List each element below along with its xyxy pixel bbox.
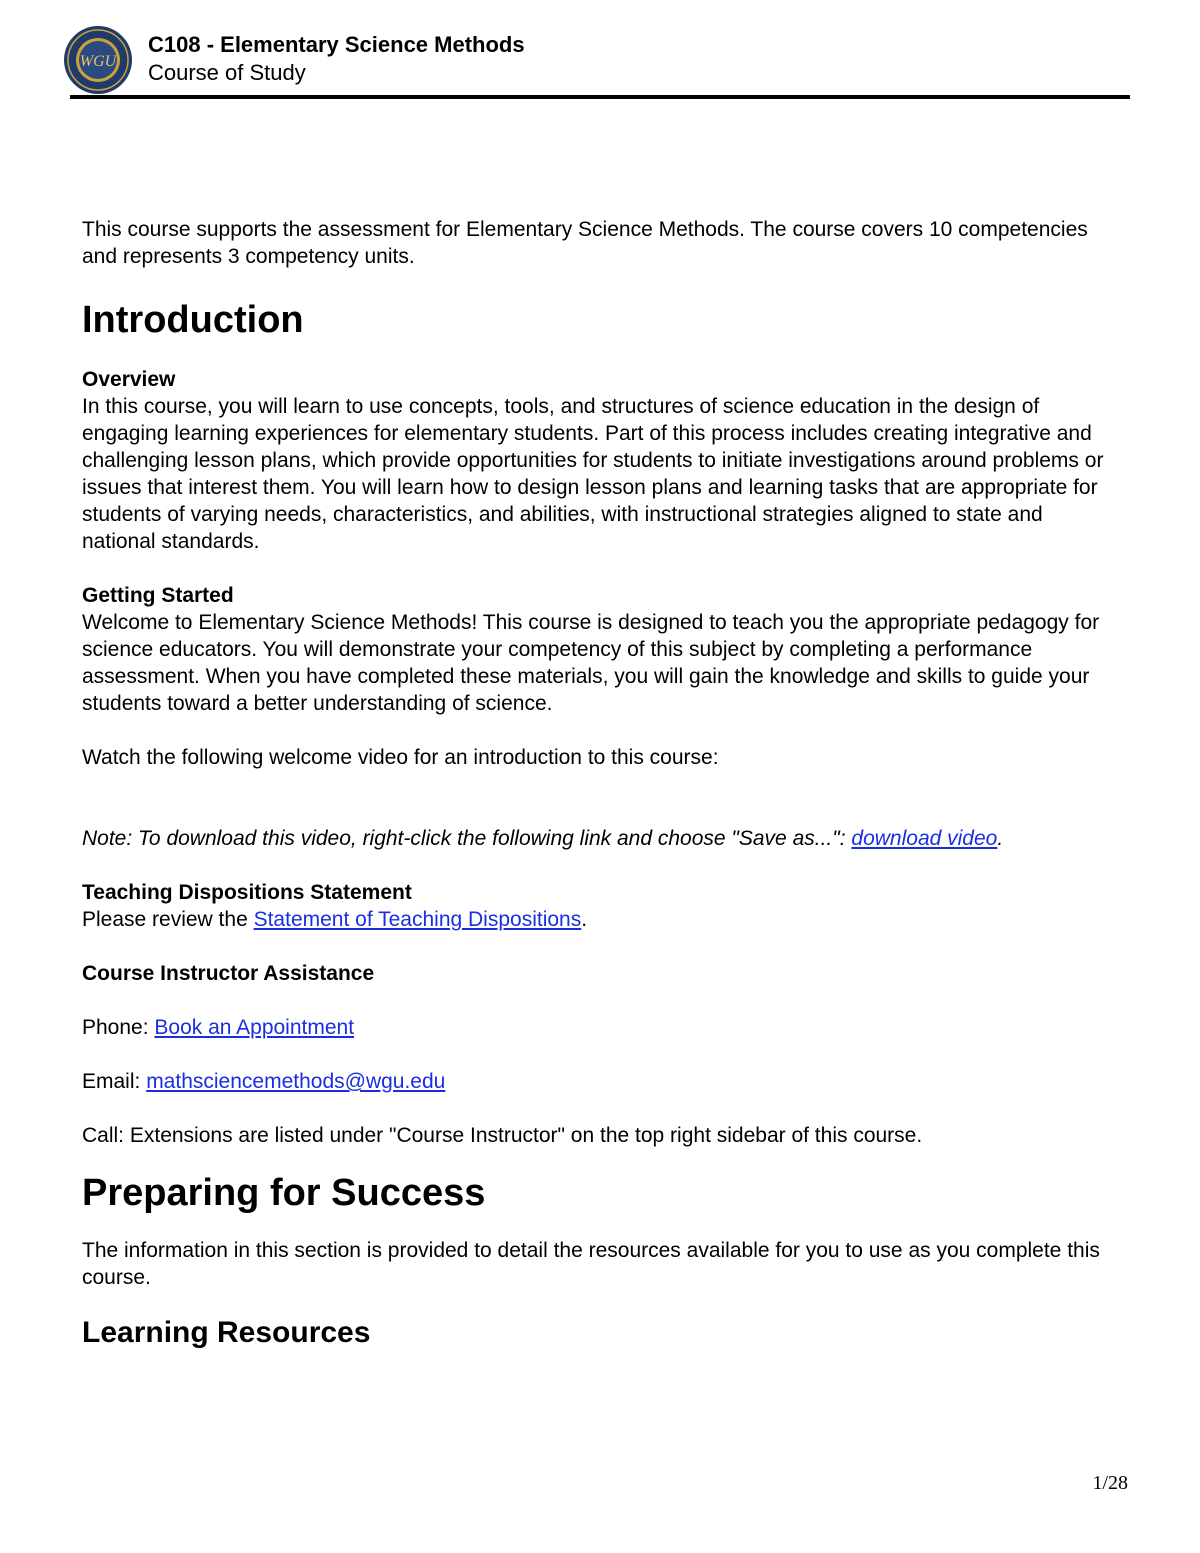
getting-started-text: Welcome to Elementary Science Methods! This course is designed to teach you the appropriate pedagogy for science educators. You will demonstrate your competency of this subject by completing a performance assessment. When you have completed these materials, you will gain the knowledge and skills to guide your students toward a better understanding of science. — [82, 611, 1100, 715]
document-header — [62, 24, 1130, 100]
page-number: 1/28 — [1092, 1472, 1128, 1494]
dispositions-prefix: Please review the — [82, 908, 254, 931]
book-appointment-link[interactable]: Book an Appointment — [154, 1016, 355, 1039]
download-note — [82, 825, 1112, 852]
header-divider — [70, 95, 1130, 99]
download-video-link[interactable]: download video — [851, 827, 998, 850]
call-label: Call: — [82, 1124, 130, 1147]
document-body — [82, 216, 1112, 1351]
phone-label: Phone: — [82, 1016, 155, 1039]
download-note-end: . — [997, 827, 1004, 850]
introduction-heading: Introduction — [82, 299, 304, 341]
overview-text: In this course, you will learn to use concepts, tools, and structures of science education in the design of engaging learning experiences for elementary students. Part of this process includes creating integrative and challenging lesson plans, which provide opportunities for students to initiate investigations around problems or issues that interest them. You will learn how to design lesson plans and learning tasks that are appropriate for students of varying needs, characteristics, and abilities, with instructional strategies aligned to state and national standards. — [82, 395, 1104, 553]
dispositions-end: . — [581, 908, 588, 931]
dispositions-text — [82, 906, 1112, 933]
instructor-assistance-heading: Course Instructor Assistance — [82, 962, 375, 985]
preparing-text: The information in this section is provided to detail the resources available for you to use as you complete this course. — [82, 1239, 1100, 1289]
watch-video-text: Watch the following welcome video for an introduction to this course: — [82, 746, 719, 769]
overview-heading: Overview — [82, 368, 176, 391]
phone-line — [82, 1014, 1112, 1041]
download-note-text: Note: To download this video, right-click the following link and choose "Save as...": — [82, 827, 852, 850]
intro-paragraph: This course supports the assessment for Elementary Science Methods. The course covers 10 competencies and represents 3 competency units. — [82, 218, 1088, 268]
teaching-dispositions-link[interactable]: Statement of Teaching Dispositions — [253, 908, 582, 931]
preparing-heading: Preparing for Success — [82, 1172, 486, 1214]
course-subtitle: Course of Study — [148, 60, 306, 85]
dispositions-heading: Teaching Dispositions Statement — [82, 881, 412, 904]
email-line — [82, 1068, 1112, 1095]
call-text: Extensions are listed under "Course Instructor" on the top right sidebar of this course. — [129, 1124, 923, 1147]
email-label: Email: — [82, 1070, 147, 1093]
learning-resources-heading: Learning Resources — [82, 1316, 371, 1349]
email-link[interactable]: mathsciencemethods@wgu.edu — [146, 1070, 446, 1093]
getting-started-heading: Getting Started — [82, 584, 234, 607]
course-title: C108 - Elementary Science Methods — [148, 32, 525, 57]
svg-text:WGU: WGU — [79, 53, 117, 70]
wgu-seal-logo — [62, 24, 134, 96]
call-line — [82, 1122, 1112, 1149]
